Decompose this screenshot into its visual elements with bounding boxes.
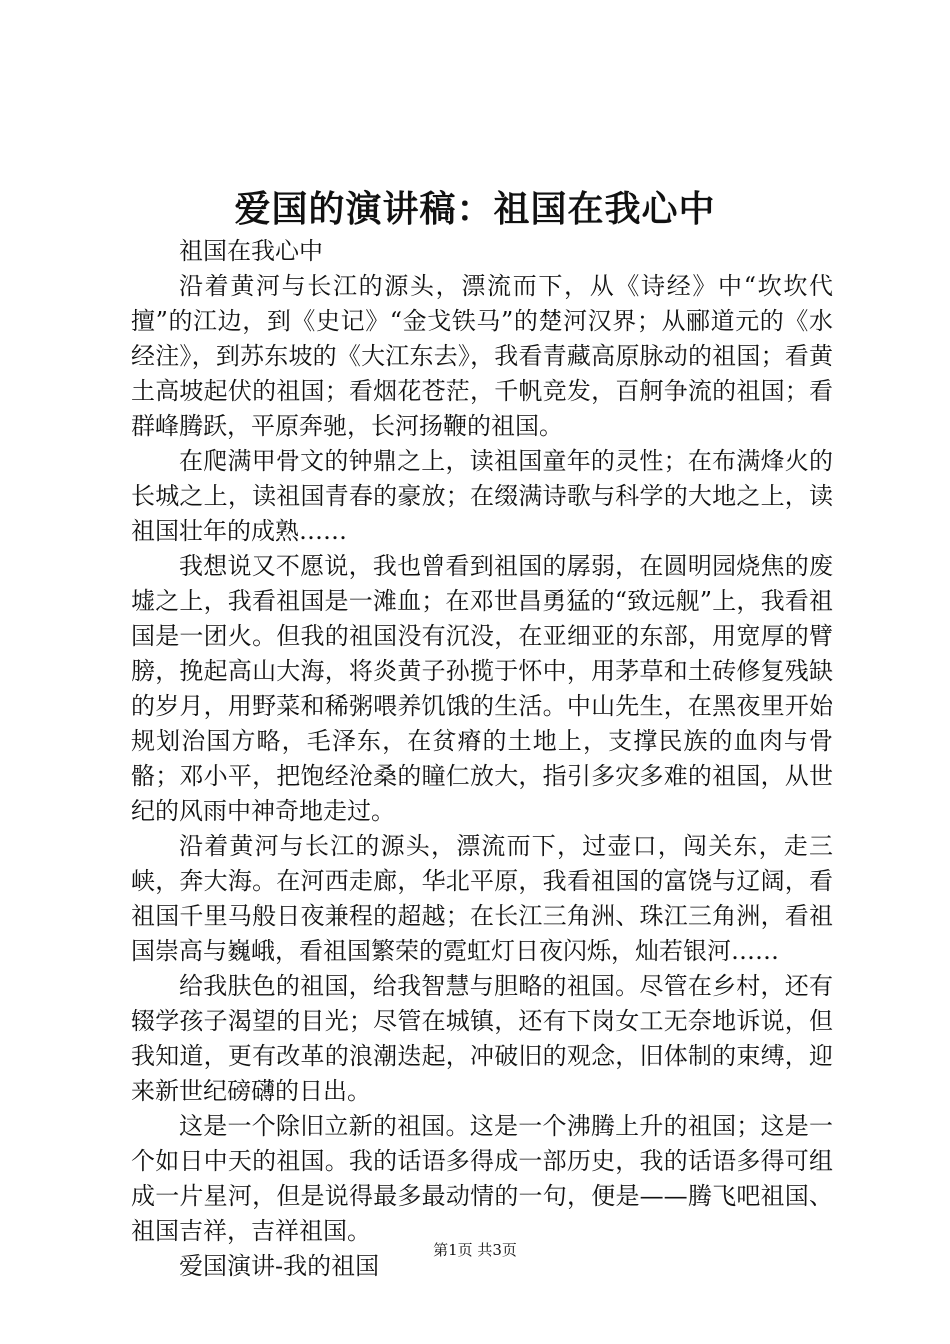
page-footer: 第1页 共3页	[433, 1241, 517, 1259]
paragraph: 我想说又不愿说，我也曾看到祖国的孱弱，在圆明园烧焦的废墟之上，我看祖国是一滩血；在邓世昌勇猛的“致远舰”上，我看祖国是一团火。但我的祖国没有沉没，在亚细亚的东部，用宽厚的臂膀，挽起高山大海，将炎黄子孙揽于怀中，用茅草和土砖修复残缺的岁月，用野菜和稀粥喂养饥饿的生活。中山先生，在黑夜里开始规划治国方略，毛泽东，在贫瘠的土地上，支撑民族的血肉与骨骼；邓小平，把饱经沧桑的瞳仁放大，指引多灾多难的祖国，从世纪的风雨中神奇地走过。	[131, 552, 833, 825]
paragraph: 给我肤色的祖国，给我智慧与胆略的祖国。尽管在乡村，还有辍学孩子渴望的目光；尽管在城镇，还有下岗女工无奈地诉说，但我知道，更有改革的浪潮迭起，冲破旧的观念，旧体制的束缚，迎来新世纪磅礴的日出。	[131, 972, 833, 1105]
paragraph: 沿着黄河与长江的源头，漂流而下，从《诗经》中“坎坎代擅”的江边，到《史记》“金戈铁马”的楚河汉界；从郦道元的《水经注》，到苏东坡的《大江东去》，我看青藏高原脉动的祖国；看黄土高坡起伏的祖国；看烟花苍茫，千帆竞发，百舸争流的祖国；看群峰腾跃，平原奔驰，长河扬鞭的祖国。	[131, 272, 833, 440]
paragraph: 这是一个除旧立新的祖国。这是一个沸腾上升的祖国；这是一个如日中天的祖国。我的话语多得成一部历史，我的话语多得可组成一片星河，但是说得最多最动情的一句，便是——腾飞吧祖国、祖国吉祥，吉祥祖国。	[131, 1112, 833, 1245]
paragraph-next-heading: 爱国演讲-我的祖国	[179, 1252, 380, 1280]
document-body	[131, 234, 833, 1284]
paragraph-subtitle: 祖国在我心中	[179, 237, 323, 265]
document-title: 爱国的演讲稿：祖国在我心中	[234, 188, 716, 230]
paragraph: 在爬满甲骨文的钟鼎之上，读祖国童年的灵性；在布满烽火的长城之上，读祖国青春的豪放；在缀满诗歌与科学的大地之上，读祖国壮年的成熟……	[131, 447, 833, 545]
paragraph: 沿着黄河与长江的源头，漂流而下，过壶口，闯关东，走三峡，奔大海。在河西走廊，华北平原，我看祖国的富饶与辽阔，看祖国千里马般日夜兼程的超越；在长江三角洲、珠江三角洲，看祖国崇高与巍峨，看祖国繁荣的霓虹灯日夜闪烁，灿若银河……	[131, 832, 833, 965]
